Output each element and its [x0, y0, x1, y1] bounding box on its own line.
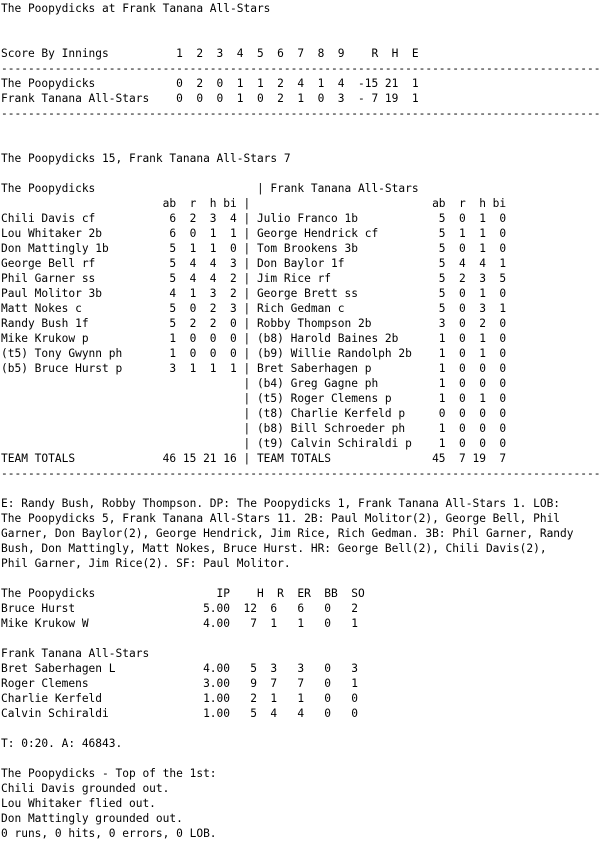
batting-row: Paul Molitor 3b 4 1 3 2 | George Brett ss 5 0 1 0 — [1, 287, 507, 300]
notes-line: Bush, Don Mattingly, Matt Nokes, Bruce Hurst. HR: George Bell(2), Chili Davis(2), — [1, 542, 547, 555]
pitching-row: Bret Saberhagen L 4.00 5 3 3 0 3 — [1, 662, 358, 675]
batting-row: | (t5) Roger Clemens p 1 0 1 0 — [1, 392, 507, 405]
blank-line — [1, 16, 600, 31]
batting-row: Don Mattingly 1b 5 1 1 0 | Tom Brookens 3b 5 0 1 0 — [1, 242, 507, 255]
pitching-row: Mike Krukow W 4.00 7 1 1 0 1 — [1, 617, 358, 630]
batting-row: George Bell rf 5 4 4 3 | Don Baylor 1f 5 4 4 1 — [1, 257, 507, 270]
linescore-rule: ----------------------------------------------------------------------------------------- — [1, 62, 601, 75]
batting-row: Randy Bush 1f 5 2 2 0 | Robby Thompson 2b 3 0 2 0 — [1, 317, 507, 330]
blank-line — [1, 121, 600, 136]
game-info: T: 0:20. A: 46843. — [1, 737, 123, 750]
notes-line: The Poopydicks 5, Frank Tanana All-Stars 11. 2B: Paul Molitor(2), George Bell, Phil — [1, 512, 561, 525]
play-by-play-line: Chili Davis grounded out. — [1, 782, 170, 795]
batting-row: Chili Davis cf 6 2 3 4 | Julio Franco 1b 5 0 1 0 — [1, 212, 507, 225]
play-by-play-header: The Poopydicks - Top of the 1st: — [1, 767, 217, 780]
notes-line: Phil Garner, Jim Rice(2). SF: Paul Molitor. — [1, 557, 291, 570]
batting-row: (t5) Tony Gwynn ph 1 0 0 0 | (b9) Willie Randolph 2b 1 0 1 0 — [1, 347, 507, 360]
batting-row: Lou Whitaker 2b 6 0 1 1 | George Hendrick cf 5 1 1 0 — [1, 227, 507, 240]
batting-row: Phil Garner ss 5 4 4 2 | Jim Rice rf 5 2 3 5 — [1, 272, 507, 285]
blank-line — [1, 631, 600, 646]
linescore-away-row: The Poopydicks 0 2 0 1 1 2 4 1 4 -15 21 1 — [1, 77, 419, 90]
pitching-away-header: The Poopydicks IP H R ER BB SO — [1, 587, 365, 600]
batting-row: | (b4) Greg Gagne ph 1 0 0 0 — [1, 377, 507, 390]
blank-line — [1, 751, 600, 766]
blank-line — [1, 571, 600, 586]
pitching-home-header: Frank Tanana All-Stars — [1, 647, 150, 660]
pitching-row: Bruce Hurst 5.00 12 6 6 0 2 — [1, 602, 358, 615]
blank-line — [1, 166, 600, 181]
final-result: The Poopydicks 15, Frank Tanana All-Stars 7 — [1, 152, 291, 165]
batting-row: | (t8) Charlie Kerfeld p 0 0 0 0 — [1, 407, 507, 420]
play-by-play-line: Don Mattingly grounded out. — [1, 812, 183, 825]
batting-row: | (t9) Calvin Schiraldi p 1 0 0 0 — [1, 437, 507, 450]
game-title: The Poopydicks at Frank Tanana All-Stars — [1, 2, 271, 15]
boxscore-column-header: ab r h bi | ab r h bi — [1, 197, 507, 210]
blank-line — [1, 481, 600, 496]
blank-line — [1, 721, 600, 736]
linescore-home-row: Frank Tanana All-Stars 0 0 0 1 0 2 1 0 3 - 7 19 1 — [1, 92, 419, 105]
linescore-header: Score By Innings 1 2 3 4 5 6 7 8 9 R H E — [1, 47, 419, 60]
blank-line — [1, 136, 600, 151]
pitching-row: Charlie Kerfeld 1.00 2 1 1 0 0 — [1, 692, 358, 705]
play-by-play-summary: 0 runs, 0 hits, 0 errors, 0 LOB. — [1, 827, 217, 840]
team-totals-row: TEAM TOTALS 46 15 21 16 | TEAM TOTALS 45 7 19 7 — [1, 452, 507, 465]
pitching-row: Roger Clemens 3.00 9 7 7 0 1 — [1, 677, 358, 690]
boxscore-document — [1, 1, 600, 841]
batting-row: | (b8) Bill Schroeder ph 1 0 0 0 — [1, 422, 507, 435]
linescore-rule: ----------------------------------------------------------------------------------------- — [1, 107, 601, 120]
batting-row: Mike Krukow p 1 0 0 0 | (b8) Harold Baines 2b 1 0 1 0 — [1, 332, 507, 345]
notes-line: Garner, Don Baylor(2), George Hendrick, Jim Rice, Rich Gedman. 3B: Phil Garner, Randy — [1, 527, 574, 540]
batting-row: (b5) Bruce Hurst p 3 1 1 1 | Bret Saberhagen p 1 0 0 0 — [1, 362, 507, 375]
boxscore-rule: ----------------------------------------------------------------------------------------- — [1, 467, 601, 480]
play-by-play-line: Lou Whitaker flied out. — [1, 797, 156, 810]
boxscore-team-header: The Poopydicks | Frank Tanana All-Stars — [1, 182, 419, 195]
batting-row: Matt Nokes c 5 0 2 3 | Rich Gedman c 5 0 3 1 — [1, 302, 507, 315]
blank-line — [1, 31, 600, 46]
pitching-row: Calvin Schiraldi 1.00 5 4 4 0 0 — [1, 707, 358, 720]
notes-line: E: Randy Bush, Robby Thompson. DP: The Poopydicks 1, Frank Tanana All-Stars 1. LOB: — [1, 497, 561, 510]
